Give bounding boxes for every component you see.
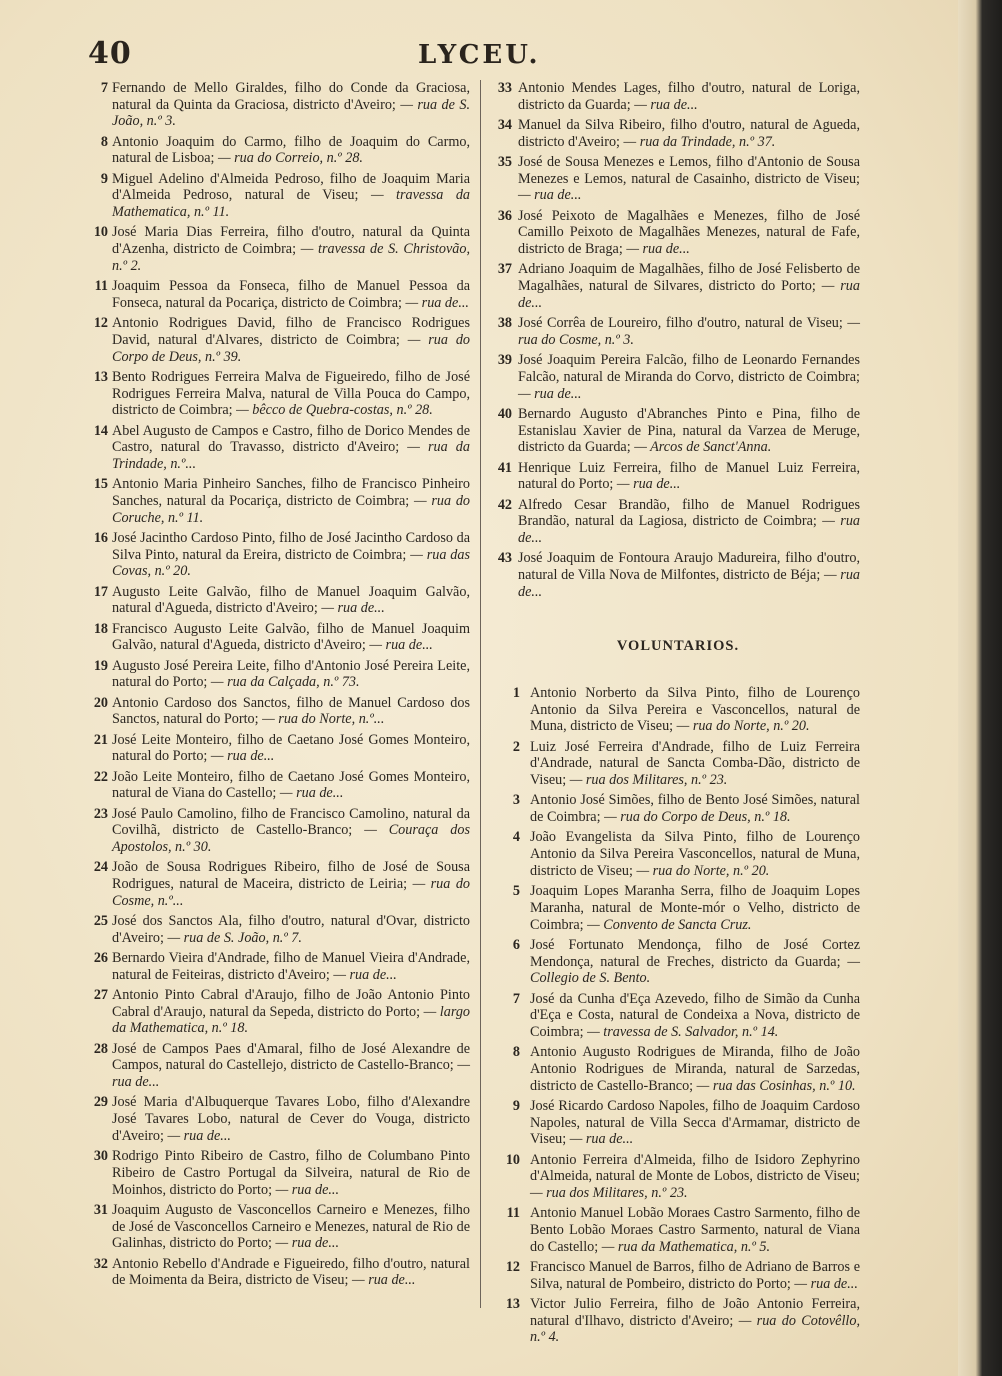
list-entry — [496, 80, 860, 113]
entry-address: — rua da Mathematica, n.º 5. — [601, 1238, 771, 1255]
entry-text: Joaquim Lopes Maranha Serra, filho de Joaquim Lopes Maranha, natural de Monte-mór o Velho, districto de Coimbra; — [530, 883, 860, 933]
list-entry — [88, 476, 470, 526]
entry-text: José Paulo Camolino, filho de Francisco Camolino, natural da Covilhã, districto de Castello-Branco; — [112, 805, 470, 839]
entry-number: 31 — [93, 1201, 108, 1218]
entry-text: José de Campos Paes d'Amaral, filho de José Alexandre de Campos, natural do Castellejo, districto de Castello-Branco; — [112, 1040, 470, 1074]
list-entry — [496, 991, 860, 1041]
entry-address: — rua do Cotovêllo, n.º 4. — [530, 1312, 860, 1346]
entry-number: 5 — [512, 883, 520, 900]
right-column — [496, 80, 860, 1350]
entry-text: Manuel da Silva Ribeiro, filho d'outro, natural de Agueda, districto d'Aveiro; — [518, 117, 860, 150]
column-divider — [480, 80, 481, 1308]
entry-number: 33 — [497, 80, 512, 96]
entry-number: 12 — [505, 1259, 520, 1276]
entry-text: José Fortunato Mendonça, filho de José Cortez Mendonça, natural de Freches, districto da Guarda; — [530, 936, 860, 970]
entry-number: 10 — [93, 224, 108, 241]
list-entry — [496, 1296, 860, 1346]
entry-number: 39 — [497, 352, 512, 369]
entry-number: 24 — [93, 859, 108, 876]
entry-number: 8 — [512, 1044, 520, 1061]
entry-address: — rua de... — [279, 785, 344, 802]
entry-number: 30 — [93, 1148, 108, 1165]
entry-text: Rodrigo Pinto Ribeiro de Castro, filho de Columbano Pinto Ribeiro de Castro Portugal da Silveira, natural de Rio de Moinhos, districto do Porto; — [112, 1148, 470, 1198]
list-entry — [88, 1094, 470, 1144]
entry-address: — rua de... — [518, 513, 861, 546]
entry-address: — rua de... — [518, 278, 860, 311]
entry-text: Antonio Maria Pinheiro Sanches, filho de Francisco Pinheiro Sanches, natural da Pocariça, districto de Coimbra; — [112, 476, 470, 509]
entry-text: José de Sousa Menezes e Lemos, filho d'Antonio de Sousa Menezes e Lemos, natural de Casainho, districto de Viseu; — [518, 154, 860, 187]
entry-number: 14 — [93, 422, 108, 439]
entry-address: — rua do Cosme, n.º 3. — [518, 315, 861, 348]
entry-address: — rua de S. João, n.º 3. — [112, 96, 471, 130]
entry-address: — rua da Trindade, n.º... — [112, 439, 470, 472]
left-column — [88, 80, 470, 1293]
entry-address: — Collegio de S. Bento. — [530, 953, 860, 987]
list-entry — [88, 369, 470, 419]
entry-text: Joaquim Augusto de Vasconcellos Carneiro e Menezes, filho de José de Vasconcellos Carneiro e Menezes, natural de Rio de Galinhas, districto do Porto; — [112, 1201, 470, 1252]
entry-number: 3 — [512, 792, 520, 809]
entry-text: Adriano Joaquim de Magalhães, filho de José Felisberto de Magalhães, natural de Silvares, districto do Porto; — [518, 261, 860, 295]
entry-address: — rua de... — [518, 385, 582, 402]
entry-number: 12 — [93, 315, 108, 332]
entry-address: — travessa de S. Christovão, n.º 2. — [112, 241, 470, 274]
entry-text: Luiz José Ferreira d'Andrade, filho de Luiz Ferreira d'Andrade, natural de Sancta Comba-Dão, districto de Viseu; — [530, 738, 860, 789]
entry-address: — rua das Cosinhas, n.º 10. — [696, 1077, 856, 1094]
list-entry — [88, 171, 470, 221]
entry-number: 19 — [93, 657, 108, 674]
running-head: LYCEU. — [418, 40, 541, 70]
entry-number: 28 — [93, 1040, 108, 1057]
entry-text: Francisco Augusto Leite Galvão, filho de Manuel Joaquim Galvão, natural d'Agueda, districto d'Aveiro; — [112, 620, 470, 654]
entry-address: — largo da Mathematica, n.º 18. — [112, 1003, 471, 1037]
entry-address: — rua de... — [616, 476, 681, 493]
entry-text: Augusto Leite Galvão, filho de Manuel Joaquim Galvão, natural d'Agueda, districto d'Aveiro; — [112, 583, 470, 617]
entry-number: 43 — [497, 550, 512, 567]
list-entry — [88, 1041, 470, 1091]
list-entry — [496, 352, 860, 402]
entry-address: — rua de... — [569, 1131, 634, 1148]
entry-address: — rua de... — [794, 1275, 858, 1292]
entry-number: 40 — [497, 405, 512, 422]
entry-number: 7 — [512, 990, 520, 1007]
entry-text: Antonio Joaquim do Carmo, filho de Joaquim do Carmo, natural de Lisboa; — [112, 133, 470, 167]
list-entry — [88, 950, 470, 983]
list-entry — [88, 732, 470, 765]
page-gutter-shadow — [958, 0, 1002, 1376]
list-entry — [496, 154, 860, 204]
list-entry — [496, 685, 860, 735]
list-entry — [88, 987, 470, 1037]
entry-text: Fernando de Mello Giraldes, filho do Conde da Graciosa, natural da Quinta da Graciosa, districto d'Aveiro; — [112, 80, 470, 113]
entry-number: 13 — [505, 1296, 520, 1313]
entry-number: 9 — [100, 170, 108, 187]
list-entry — [88, 278, 470, 311]
entry-text: Antonio Rebello d'Andrade e Figueiredo, filho d'outro, natural de Moimenta da Beira, districto de Viseu; — [112, 1255, 470, 1289]
entry-address: — rua de... — [112, 1057, 471, 1091]
list-entry — [496, 117, 860, 150]
entry-text: José Jacintho Cardoso Pinto, filho de José Jacintho Cardoso da Silva Pinto, natural da Ereira, districto de Coimbra; — [112, 529, 470, 563]
entry-number: 11 — [94, 278, 108, 295]
entry-text: José Ricardo Cardoso Napoles, filho de Joaquim Cardoso Napoles, natural de Villa Secca d'Armamar, districto de Viseu; — [530, 1097, 860, 1148]
entry-text: Antonio Rodrigues David, filho de Francisco Rodrigues David, natural d'Alvares, districto de Coimbra; — [112, 315, 470, 348]
entry-text: Antonio Pinto Cabral d'Araujo, filho de João Antonio Pinto Cabral d'Araujo, natural da Sepeda, districto do Porto; — [112, 987, 470, 1020]
entry-text: Francisco Manuel de Barros, filho de Adriano de Barros e Silva, natural de Pombeiro, districto do Porto; — [530, 1259, 860, 1292]
entry-text: Antonio Manuel Lobão Moraes Castro Sarmento, filho de Bento Lobão Moraes Castro Sarmento, natural de Viana do Castello; — [530, 1205, 860, 1255]
entry-address: — rua de S. João, n.º 7. — [167, 929, 302, 946]
entry-text: Abel Augusto de Campos e Castro, filho de Dorico Mendes de Castro, natural do Travasso, districto d'Aveiro; — [112, 422, 470, 456]
entry-number: 13 — [93, 368, 108, 385]
list-entry — [496, 460, 860, 493]
entry-text: José Peixoto de Magalhães e Menezes, filho de José Camillo Peixoto de Magalhães Menezes, natural de Fafe, districto de Braga; — [518, 207, 860, 258]
entry-number: 22 — [93, 768, 108, 785]
list-entry — [88, 224, 470, 274]
entry-address: — Convento de Sancta Cruz. — [587, 916, 752, 933]
section-title: VOLUNTARIOS. — [616, 638, 740, 655]
entry-text: José Joaquim de Fontoura Araujo Madureira, filho d'outro, natural de Villa Nova de Milfontes, districto de Béja; — [518, 550, 860, 583]
entry-text: João de Sousa Rodrigues Ribeiro, filho de José de Sousa Rodrigues, natural de Maceira, districto de Leiria; — [112, 859, 470, 893]
entry-address: — rua de... — [275, 1181, 340, 1198]
list-entry — [88, 913, 470, 946]
right-column-entries — [496, 80, 860, 600]
entry-text: Alfredo Cesar Brandão, filho de Manuel Rodrigues Brandão, natural da Lagiosa, districto de Coimbra; — [518, 496, 860, 530]
entry-text: Joaquim Pessoa da Fonseca, filho de Manuel Pessoa da Fonseca, natural da Pocariça, districto de Coimbra; — [112, 278, 470, 311]
entry-text: Antonio Cardoso dos Sanctos, filho de Manuel Cardoso dos Sanctos, natural do Porto; — [112, 694, 470, 728]
entry-text: José Maria d'Albuquerque Tavares Lobo, filho d'Alexandre José Tavares Lobo, natural de Cever do Vouga, districto d'Aveiro; — [112, 1094, 470, 1144]
entry-text: Miguel Adelino d'Almeida Pedroso, filho de Joaquim Maria d'Almeida Pedroso, natural de Viseu; — [112, 170, 470, 204]
list-entry — [88, 134, 470, 167]
entry-address: — rua do Norte, n.º... — [262, 711, 385, 728]
list-entry — [88, 806, 470, 856]
entry-text: Henrique Luiz Ferreira, filho de Manuel Luiz Ferreira, natural do Porto; — [518, 459, 860, 493]
entry-number: 20 — [93, 694, 108, 711]
entry-number: 6 — [512, 936, 520, 953]
list-entry — [88, 859, 470, 909]
entry-address: — rua do Coruche, n.º 11. — [112, 492, 471, 526]
list-entry — [88, 621, 470, 654]
entry-address: — rua de... — [210, 748, 275, 765]
entry-text: Antonio Augusto Rodrigues de Miranda, filho de João Antonio Rodrigues de Miranda, natural de Sarzedas, districto de Castello-Branco; — [530, 1044, 860, 1094]
entry-number: 21 — [93, 731, 108, 748]
list-entry — [88, 695, 470, 728]
list-entry — [496, 406, 860, 456]
entry-address: — rua de... — [369, 637, 433, 654]
entry-text: Bento Rodrigues Ferreira Malva de Figueiredo, filho de José Rodrigues Ferreira Malva, natural de Villa Pouca do Campo, districto de Coimbra; — [112, 368, 470, 419]
entry-address: — rua de... — [518, 566, 861, 600]
entry-address: — rua de... — [634, 96, 698, 113]
list-entry — [496, 792, 860, 825]
entry-number: 18 — [93, 620, 108, 637]
entry-number: 36 — [497, 207, 512, 224]
entry-number: 23 — [93, 805, 108, 822]
entry-text: Antonio Ferreira d'Almeida, filho de Isidoro Zephyrino d'Almeida, natural de Monte de Lobos, districto de Viseu; — [530, 1151, 860, 1185]
list-entry — [88, 1148, 470, 1198]
list-entry — [88, 769, 470, 802]
entry-number: 16 — [93, 529, 108, 546]
entry-address: — rua da Calçada, n.º 73. — [210, 674, 360, 691]
entry-address: — travessa de S. Salvador, n.º 14. — [587, 1023, 779, 1040]
entry-text: Augusto José Pereira Leite, filho d'Antonio José Pereira Leite, natural do Porto; — [112, 657, 470, 691]
entry-text: Antonio Norberto da Silva Pinto, filho de Lourenço Antonio da Silva Pereira e Vasconcellos, natural de Muna, districto de Viseu; — [530, 685, 860, 735]
list-entry — [496, 550, 860, 600]
entry-number: 35 — [497, 154, 512, 170]
entry-number: 37 — [497, 261, 512, 278]
entry-text: Antonio José Simões, filho de Bento José Simões, natural de Coimbra; — [530, 792, 860, 826]
list-entry — [88, 315, 470, 365]
entry-text: José Corrêa de Loureiro, filho d'outro, natural de Viseu; — [518, 315, 843, 332]
entry-address: — rua do Cosme, n.º... — [112, 876, 471, 909]
entry-number: 11 — [506, 1205, 520, 1222]
entry-number: 15 — [93, 476, 108, 493]
list-entry — [496, 261, 860, 311]
entry-text: José dos Sanctos Ala, filho d'outro, natural d'Ovar, districto d'Aveiro; — [112, 913, 470, 946]
entry-number: 2 — [512, 738, 520, 755]
entry-address: — rua do Corpo de Deus, n.º 18. — [604, 809, 791, 826]
list-entry — [88, 658, 470, 691]
entry-number: 29 — [93, 1094, 108, 1111]
entry-address: — travessa da Mathematica, n.º 11. — [112, 187, 471, 221]
entry-text: José Joaquim Pereira Falcão, filho de Leonardo Fernandes Falcão, natural de Miranda do Corvo, districto de Coimbra; — [518, 352, 860, 385]
entry-number: 27 — [93, 987, 108, 1004]
entry-text: José Maria Dias Ferreira, filho d'outro, natural da Quinta d'Azenha, districto de Coimbra; — [112, 224, 470, 258]
entry-number: 41 — [497, 459, 512, 476]
entry-address: — rua do Norte, n.º 20. — [636, 862, 770, 879]
entry-address: — rua de... — [167, 1127, 231, 1144]
list-entry — [496, 739, 860, 789]
page-number: 40 — [88, 36, 132, 71]
entry-text: João Leite Monteiro, filho de Caetano José Gomes Monteiro, natural de Viana do Castello; — [112, 768, 470, 802]
entry-address: — rua dos Militares, n.º 23. — [530, 1185, 688, 1202]
list-entry — [88, 584, 470, 617]
entry-address: — rua de... — [352, 1272, 416, 1289]
entry-address: — rua das Covas, n.º 20. — [112, 546, 470, 580]
entry-text: José da Cunha d'Eça Azevedo, filho de Simão da Cunha d'Eça e Costa, natural de Condeixa a Nova, districto de Coimbra; — [530, 990, 860, 1040]
entry-address: — Arcos de Sanct'Anna. — [634, 439, 772, 456]
entry-number: 32 — [93, 1255, 108, 1272]
list-entry — [496, 937, 860, 987]
entry-text: João Evangelista da Silva Pinto, filho de Lourenço Antonio da Silva Pereira Vasconcellos, natural de Muna, districto de Viseu; — [530, 829, 860, 879]
list-entry — [496, 1259, 860, 1292]
entry-number: 42 — [497, 496, 512, 513]
list-entry — [88, 1256, 470, 1289]
list-entry — [88, 80, 470, 130]
page-header — [88, 36, 908, 76]
entry-number: 34 — [497, 117, 512, 133]
entry-address: — rua de... — [275, 1235, 339, 1252]
list-entry — [496, 1205, 860, 1255]
entry-number: 25 — [93, 913, 108, 930]
entry-address: — rua de... — [321, 600, 385, 617]
list-entry — [496, 1152, 860, 1202]
entry-text: Antonio Mendes Lages, filho d'outro, natural de Loriga, districto da Guarda; — [518, 80, 860, 113]
list-entry — [496, 883, 860, 933]
entry-address: — rua de... — [626, 241, 690, 258]
list-entry — [88, 1202, 470, 1252]
list-entry — [88, 423, 470, 473]
entry-address: — rua de... — [333, 966, 397, 983]
entry-number: 38 — [497, 315, 512, 332]
entry-address: — Couraça dos Apostolos, n.º 30. — [112, 822, 471, 856]
entry-number: 7 — [100, 80, 108, 96]
list-entry — [496, 1044, 860, 1094]
entry-number: 17 — [93, 583, 108, 600]
entry-address: — bêcco de Quebra-costas, n.º 28. — [236, 402, 433, 419]
voluntarios-list — [496, 685, 860, 1346]
entry-text: Bernardo Vieira d'Andrade, filho de Manuel Vieira d'Andrade, natural de Feiteiras, districto d'Aveiro; — [112, 950, 470, 983]
entry-text: Bernardo Augusto d'Abranches Pinto e Pina, filho de Estanislau Xavier de Pina, natural da Varzea de Meruge, districto da Guarda; — [518, 405, 860, 456]
entry-address: — rua do Norte, n.º 20. — [676, 718, 810, 735]
entry-number: 10 — [505, 1151, 520, 1168]
list-entry — [496, 497, 860, 547]
entry-number: 9 — [512, 1097, 520, 1114]
entry-text: José Leite Monteiro, filho de Caetano José Gomes Monteiro, natural do Porto; — [112, 731, 470, 765]
list-entry — [496, 829, 860, 879]
entry-address: — rua da Trindade, n.º 37. — [623, 133, 776, 150]
list-entry — [496, 315, 860, 348]
entry-address: — rua do Correio, n.º 28. — [217, 150, 363, 167]
entry-address: — rua do Corpo de Deus, n.º 39. — [112, 331, 471, 365]
entry-address: — rua de... — [405, 294, 469, 311]
entry-number: 26 — [93, 950, 108, 967]
entry-address: — rua dos Militares, n.º 23. — [569, 772, 728, 789]
entry-number: 1 — [512, 685, 520, 702]
list-entry — [88, 530, 470, 580]
entry-text: Victor Julio Ferreira, filho de João Antonio Ferreira, natural d'Ilhavo, districto d'Aveiro; — [530, 1296, 860, 1329]
entry-number: 4 — [512, 829, 520, 846]
entry-address: — rua de... — [518, 187, 582, 204]
entry-number: 8 — [100, 133, 108, 150]
list-entry — [496, 1098, 860, 1148]
list-entry — [496, 208, 860, 258]
